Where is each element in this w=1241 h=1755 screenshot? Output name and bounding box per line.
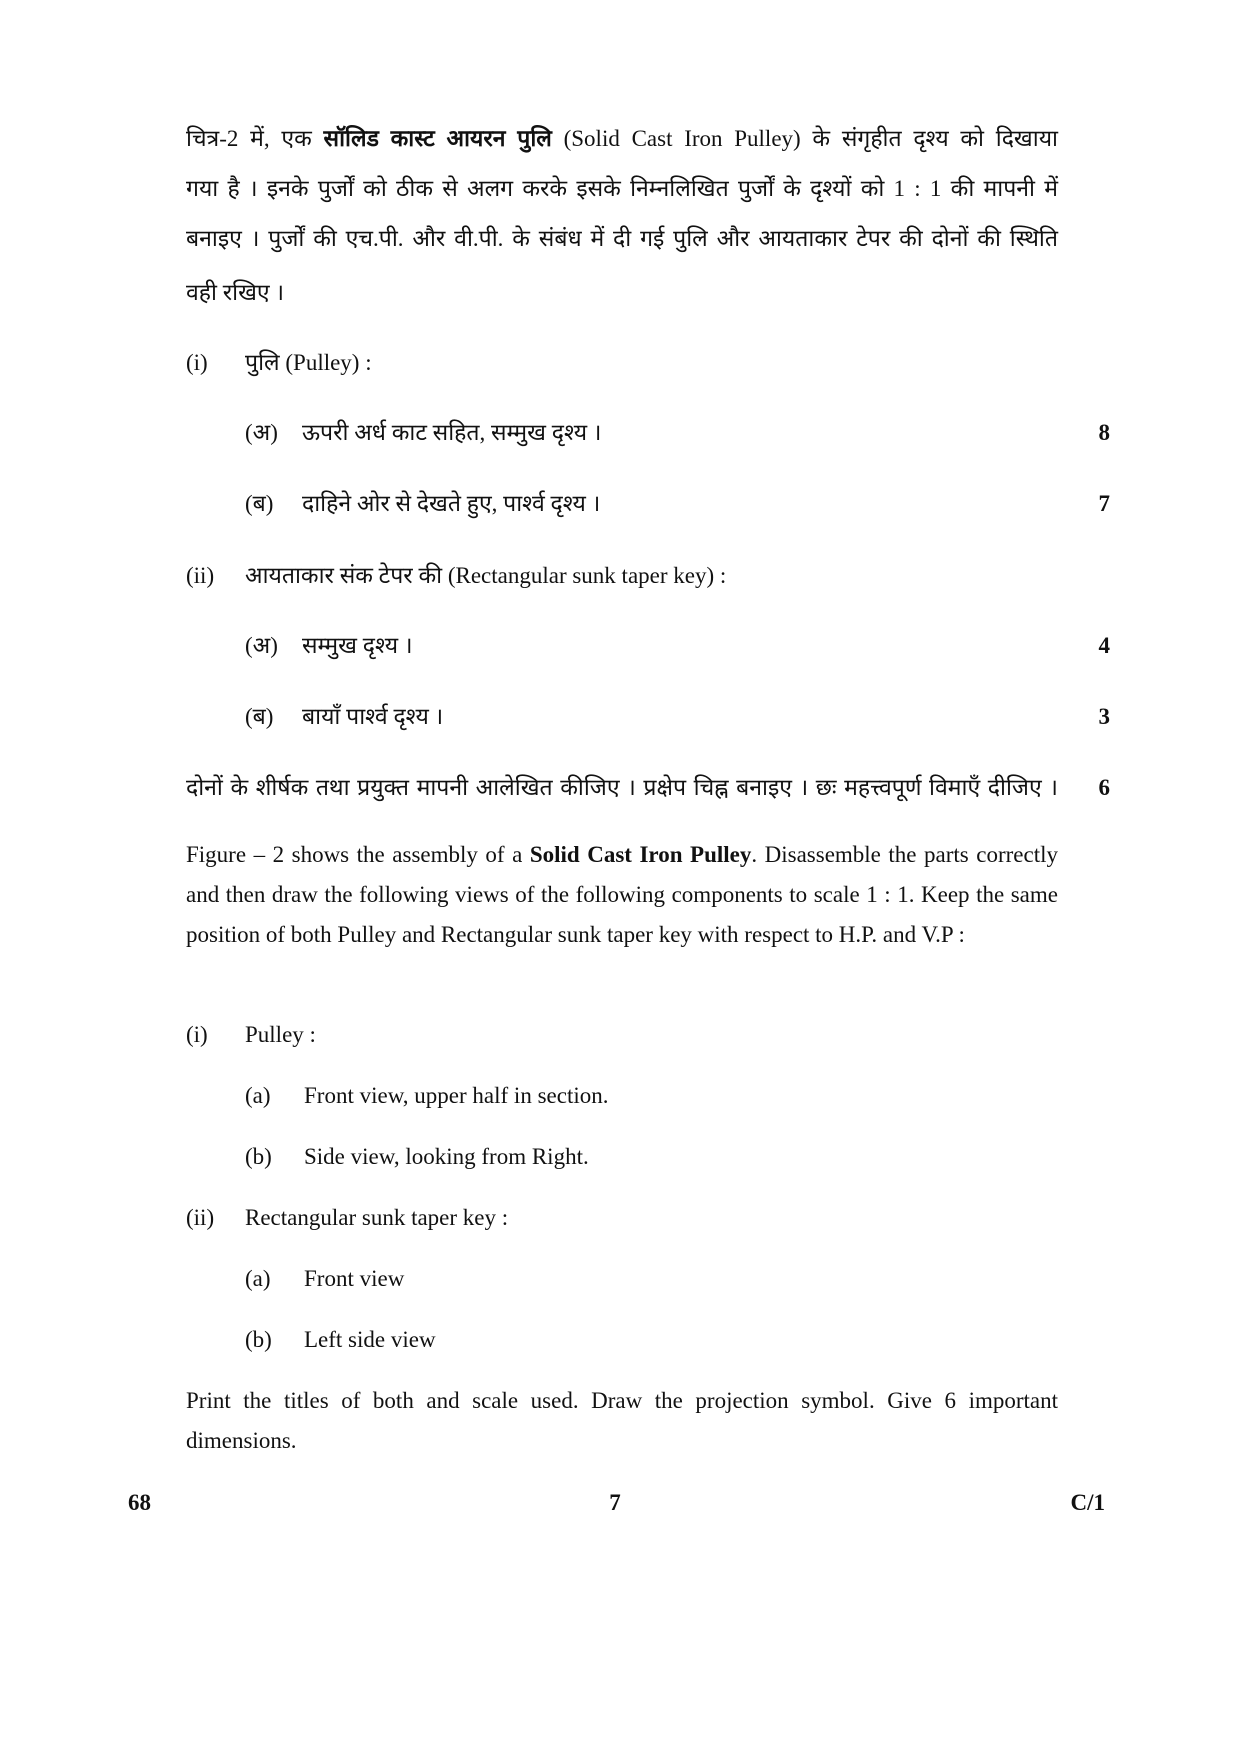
hindi-key-b-text: बायाँ पार्श्व दृश्य । — [302, 704, 444, 729]
hindi-intro-text-pre: चित्र-2 में, एक — [186, 126, 324, 151]
hindi-pulley-a-number: (अ) — [245, 420, 278, 445]
hindi-final-marks: 6 — [1098, 775, 1110, 800]
english-pulley-b-number: (b) — [245, 1144, 272, 1169]
english-key-a-number: (a) — [245, 1266, 271, 1291]
footer-page-number: 7 — [609, 1490, 621, 1515]
hindi-intro-line-2: गया है । इनके पुर्जों को ठीक से अलग करके इसके निम्नलिखित पुर्जों के दृश्यों को 1 : 1 की मापनी में — [186, 176, 1058, 201]
hindi-intro-line-1 — [186, 124, 1058, 154]
hindi-key-a-text: सम्मुख दृश्य । — [302, 633, 413, 658]
english-pulley-label: Pulley : — [245, 1022, 316, 1047]
english-pulley-b-text: Side view, looking from Right. — [304, 1144, 589, 1169]
english-key-b-number: (b) — [245, 1327, 272, 1352]
hindi-key-number: (ii) — [186, 563, 215, 588]
hindi-key-a-number: (अ) — [245, 633, 278, 658]
hindi-intro-line-3: बनाइए । पुर्जों की एच.पी. और वी.पी. के संबंध में दी गई पुलि और आयताकार टेपर की दोनों की स्थिति — [186, 226, 1058, 251]
hindi-pulley-number: (i) — [186, 350, 208, 375]
english-key-label: Rectangular sunk taper key : — [245, 1205, 509, 1230]
hindi-pulley-a-marks: 8 — [1098, 420, 1110, 445]
hindi-intro-text-post: (Solid Cast Iron Pulley) के संगृहीत दृश्य को दिखाया — [551, 126, 1058, 151]
hindi-final-instruction: दोनों के शीर्षक तथा प्रयुक्त मापनी आलेखित कीजिए । प्रक्षेप चिह्न बनाइए । छः महत्त्वपूर्ण विमाएँ दीजिए । — [186, 775, 1058, 800]
hindi-pulley-a-text: ऊपरी अर्ध काट सहित, सम्मुख दृश्य । — [302, 420, 602, 445]
hindi-pulley-b-text: दाहिने ओर से देखते हुए, पार्श्व दृश्य । — [302, 491, 601, 516]
english-pulley-number: (i) — [186, 1022, 208, 1047]
hindi-intro-line-4: वही रखिए । — [186, 280, 285, 305]
english-key-a-text: Front view — [304, 1266, 405, 1291]
footer-set-code: C/1 — [1070, 1490, 1105, 1515]
hindi-pulley-b-number: (ब) — [245, 491, 274, 516]
english-final-instruction: Print the titles of both and scale used. Draw the projection symbol. Give 6 important dimensions. — [186, 1388, 1058, 1453]
english-intro-text-pre: Figure – 2 shows the assembly of a — [186, 842, 530, 867]
hindi-key-label: आयताकार संक टेपर की (Rectangular sunk taper key) : — [245, 563, 727, 588]
hindi-pulley-b-marks: 7 — [1098, 491, 1110, 516]
english-pulley-a-text: Front view, upper half in section. — [304, 1083, 609, 1108]
english-pulley-a-number: (a) — [245, 1083, 271, 1108]
english-intro-bold-title: Solid Cast Iron Pulley — [529, 842, 752, 867]
hindi-key-b-number: (ब) — [245, 704, 274, 729]
hindi-key-a-marks: 4 — [1098, 633, 1110, 658]
footer-code: 68 — [128, 1490, 151, 1515]
english-key-b-text: Left side view — [304, 1327, 436, 1352]
english-intro-paragraph — [186, 835, 1058, 955]
english-key-number: (ii) — [186, 1205, 215, 1230]
hindi-pulley-label: पुलि (Pulley) : — [245, 350, 372, 375]
hindi-key-b-marks: 3 — [1098, 704, 1110, 729]
english-intro-text-post: . Disassemble the parts correctly and then draw the following views of the following components to scale 1 : 1. Keep the same position of both Pulley and Rectangular sunk taper key with respect to H.P. and V.P : — [186, 842, 1058, 947]
english-intro-text — [186, 835, 1058, 955]
hindi-intro-bold-title: सॉलिड कास्ट आयरन पुलि — [323, 126, 552, 151]
